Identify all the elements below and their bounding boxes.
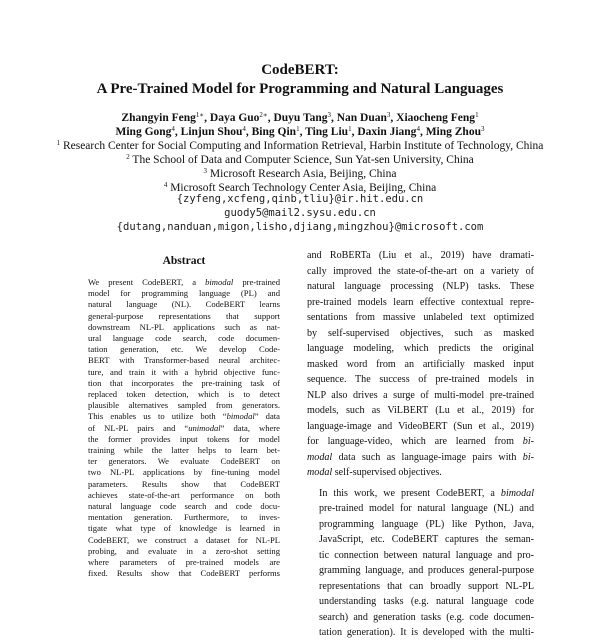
introduction-column (307, 248, 534, 641)
text-line: tion that incorporates the pre-training task of (88, 377, 280, 388)
text-line: achieves state-of-the-art performance on both (88, 489, 280, 500)
text-line: gramming language, and produces general-purpose (319, 565, 534, 576)
text-line: NLP also drives a surge of multi-model pre-trained (307, 389, 534, 401)
author-name: Xiaocheng Feng (396, 112, 476, 124)
affiliation-mark: 4 (163, 181, 168, 189)
author-list-line-1: Zhangyin Feng$^{1∗}$, Daya Guo$^{2∗}$, Duyu Tang$^3$, Nan Duan$^3$, Xiaocheng Feng$^1$ (121, 111, 479, 124)
text-line: fixed. Results show that CodeBERT performs (88, 568, 280, 579)
text-line: sentations from massive unlabeled text optimized (307, 312, 534, 323)
author-mark: 3 (386, 111, 391, 119)
intro-paragraph-2 (307, 486, 534, 641)
text-line: downstream NL-PL applications such as nat- (88, 321, 280, 332)
author-mark: 4 (416, 125, 420, 133)
paper-title-line-2: A Pre-Trained Model for Programming and Natural Languages (96, 81, 504, 97)
text-line: two NL-PL applications by fine-tuning model (88, 467, 280, 478)
text-line: probing, and evaluate in a zero-shot setting (88, 545, 280, 556)
text-line: natural language (NL). CodeBERT learns (88, 299, 280, 310)
text-line: for language-video, which are learned from bi- (307, 436, 534, 447)
paper-title-line-1: CodeBERT: (261, 62, 339, 78)
author-mark: 1∗ (195, 111, 205, 119)
affiliation-mark: 2 (126, 153, 130, 161)
text-line: tation generation). It is developed with the multi- (319, 627, 534, 638)
text-line: We present CodeBERT, a bimodal pre-trained (88, 277, 281, 287)
email-hit: {zyfeng,xcfeng,qinb,tliu}@ir.hit.edu.cn (176, 193, 424, 205)
text-line: replaced token detection, which is to detect (88, 389, 280, 400)
intro-paragraph-1 (307, 248, 534, 481)
text-line: model for programming language (PL) and (88, 288, 280, 299)
text-line: search) and generation tasks (e.g. code documen- (319, 611, 534, 623)
text-line: general-purpose representations that support (88, 310, 280, 321)
author-name: Nan Duan (336, 112, 387, 124)
author-mark: 4 (242, 125, 246, 133)
text-line: plausible alternatives sampled from generators. (88, 400, 280, 411)
email-sysu: guody5@mail2.sysu.edu.cn (224, 207, 376, 219)
text-line: modal self-supervised objectives. (307, 467, 442, 478)
text-line: tic connection between natural language and pro- (319, 549, 534, 561)
author-name: Daya Guo (209, 112, 260, 124)
author-mark: 1 (475, 111, 479, 119)
text-line: models, such as ViLBERT (Lu et al., 2019) for (307, 405, 534, 416)
text-line: ture, and train it with a hybrid objective func- (88, 366, 280, 377)
author-name: Ming Zhou (425, 126, 481, 138)
author-mark: 2∗ (259, 111, 268, 119)
text-line: sequence. The success of pre-trained models in (307, 374, 534, 385)
author-name: Zhangyin Feng (121, 112, 196, 124)
text-line: by self-supervised objectives, such as masked (307, 327, 534, 339)
text-line: and RoBERTa (Liu et al., 2019) have dramati- (307, 250, 534, 261)
text-line: representations that can broadly support NL-PL (319, 580, 534, 592)
affiliation-text: Microsoft Search Technology Center Asia, Beijing, China (170, 182, 437, 194)
text-line: natural language code search and code docu- (88, 501, 280, 512)
text-line: of NL-PL pairs and “unimodal” data, where (88, 422, 280, 433)
text-line: tigate what type of knowledge is learned in (88, 523, 280, 534)
author-list-line-2: Ming Gong$^4$, Linjun Shou$^4$, Bing Qin$^1$, Ting Liu$^1$, Daxin Jiang$^4$, Ming Zhou$^3$ (115, 125, 485, 138)
affiliation-text: Research Center for Social Computing and Information Retrieval, Harbin Institute of Technology, China (62, 140, 544, 152)
abstract-body (88, 277, 280, 579)
text-line: CodeBERT, we construct a dataset for NL-PL (88, 534, 280, 545)
text-line: programming language (PL) like Python, Java, (319, 518, 534, 530)
author-name: Ming Gong (115, 126, 172, 138)
text-line: In this work, we present CodeBERT, a bimodal (319, 487, 534, 499)
affiliation-mark: 1 (56, 139, 61, 147)
author-name: Bing Qin (251, 126, 297, 138)
author-name: Linjun Shou (180, 126, 243, 138)
text-line: parameters. Results show that CodeBERT (88, 478, 280, 489)
author-mark: 3 (480, 125, 485, 133)
text-line: tation generation, etc. We develop Code- (88, 344, 280, 355)
text-line: language modeling, which predicts the original (307, 343, 534, 354)
text-line: ural language code search, code documen- (88, 333, 280, 344)
text-line: language-image and VideoBERT (Sun et al., 2019) (307, 420, 534, 432)
author-name: Duyu Tang (273, 112, 328, 124)
text-line: mentation generation. Furthermore, to inves- (88, 512, 280, 523)
text-line: where parameters of pre-trained models are (88, 557, 280, 568)
email-microsoft: {dutang,nanduan,migon,lisho,djiang,mingzhou}@microsoft.com (116, 221, 484, 233)
author-mark: 1 (348, 125, 352, 133)
author-mark: 4 (171, 125, 175, 133)
author-mark: 3 (327, 111, 331, 119)
affiliation-text: Microsoft Research Asia, Beijing, China (209, 168, 397, 180)
text-line: ter generators. We evaluate CodeBERT on (88, 456, 280, 467)
text-line: understanding tasks (e.g. natural language code (319, 596, 534, 607)
author-mark: 1 (296, 125, 300, 133)
text-line: pre-trained models learn effective contextual repre- (307, 296, 534, 308)
text-line: JavaScript, etc. CodeBERT captures the seman- (319, 534, 534, 545)
affiliation-mark: 3 (203, 167, 208, 175)
abstract-heading: Abstract (162, 255, 206, 267)
text-line: natural language processing (NLP) tasks. These (307, 281, 534, 292)
text-line: cally improved the state-of-the-art on a variety of (307, 265, 534, 277)
text-line: modal data such as language-image pairs with bi- (307, 451, 534, 463)
author-name: Daxin Jiang (357, 126, 417, 138)
text-line: pre-trained model for natural language (NL) and (319, 503, 534, 514)
text-line: This enables us to utilize both “bimodal” data (88, 411, 280, 422)
author-name: Ting Liu (305, 126, 349, 138)
text-line: training while the latter helps to learn bet- (88, 445, 280, 456)
text-line: BERT with Transformer-based neural architec- (88, 355, 280, 366)
text-line: masked word from an artificially masked input (307, 358, 534, 370)
text-line: the former provides input tokens for model (88, 433, 280, 444)
affiliation-text: The School of Data and Computer Science, Sun Yat-sen University, China (132, 154, 474, 166)
